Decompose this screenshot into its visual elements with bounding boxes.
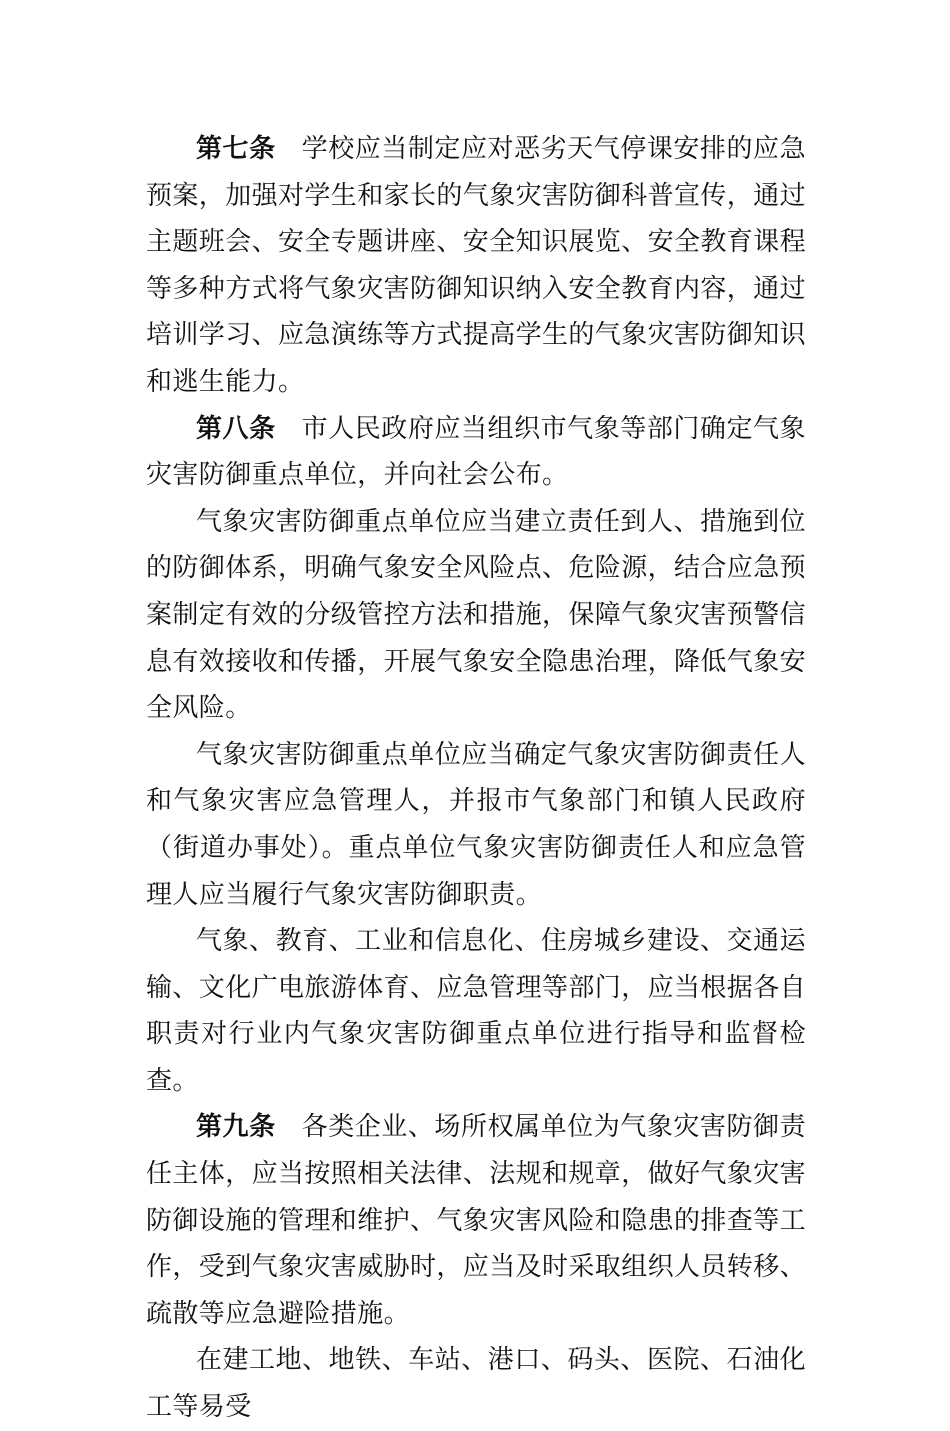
- article-number: 第九条: [196, 1112, 276, 1143]
- paragraph-text: 学校应当制定应对恶劣天气停课安排的应急预案，加强对学生和家长的气象灾害防御科普宣传，通过主题班会、安全专题讲座、安全知识展览、安全教育课程等多种方式将气象灾害防御知识纳入安全教育内容，通过培训学习、应急演练等方式提高学生的气象灾害防御知识和逃生能力。: [146, 134, 807, 397]
- article-number: 第七条: [196, 134, 276, 164]
- paragraph-text: 各类企业、场所权属单位为气象灾害防御责任主体，应当按照相关法律、法规和规章，做好气象灾害防御设施的管理和维护、气象灾害风险和隐患的排查等工作，受到气象灾害威胁时，应当及时采取组织人员转移、疏散等应急避险措施。: [146, 1112, 807, 1329]
- paragraph-text: 气象灾害防御重点单位应当建立责任到人、措施到位的防御体系，明确气象安全风险点、危险源，结合应急预案制定有效的分级管控方法和措施，保障气象灾害预警信息有效接收和传播，开展气象安全隐患治理，降低气象安全风险。: [146, 506, 807, 724]
- article-number: 第八条: [196, 413, 276, 444]
- paragraph-text: 市人民政府应当组织市气象等部门确定气象灾害防御重点单位，并向社会公布。: [146, 413, 806, 491]
- paragraph-article-9: [146, 1104, 806, 1337]
- paragraph-text: 在建工地、地铁、车站、港口、码头、医院、石油化工等易受: [146, 1345, 806, 1423]
- paragraph: [146, 499, 806, 732]
- paragraph: [146, 1337, 806, 1430]
- paragraph: [146, 918, 806, 1104]
- paragraph-text: 气象、教育、工业和信息化、住房城乡建设、交通运输、文化广电旅游体育、应急管理等部门，应当根据各自职责对行业内气象灾害防御重点单位进行指导和监督检查。: [146, 926, 807, 1096]
- paragraph-text: 气象灾害防御重点单位应当确定气象灾害防御责任人和气象灾害应急管理人，并报市气象部门和镇人民政府（街道办事处）。重点单位气象灾害防御责任人和应急管理人应当履行气象灾害防御职责。: [146, 739, 806, 910]
- paragraph: [146, 732, 806, 918]
- paragraph-article-7: [146, 126, 806, 406]
- document-body: [146, 126, 806, 1431]
- paragraph-article-8: [146, 406, 806, 499]
